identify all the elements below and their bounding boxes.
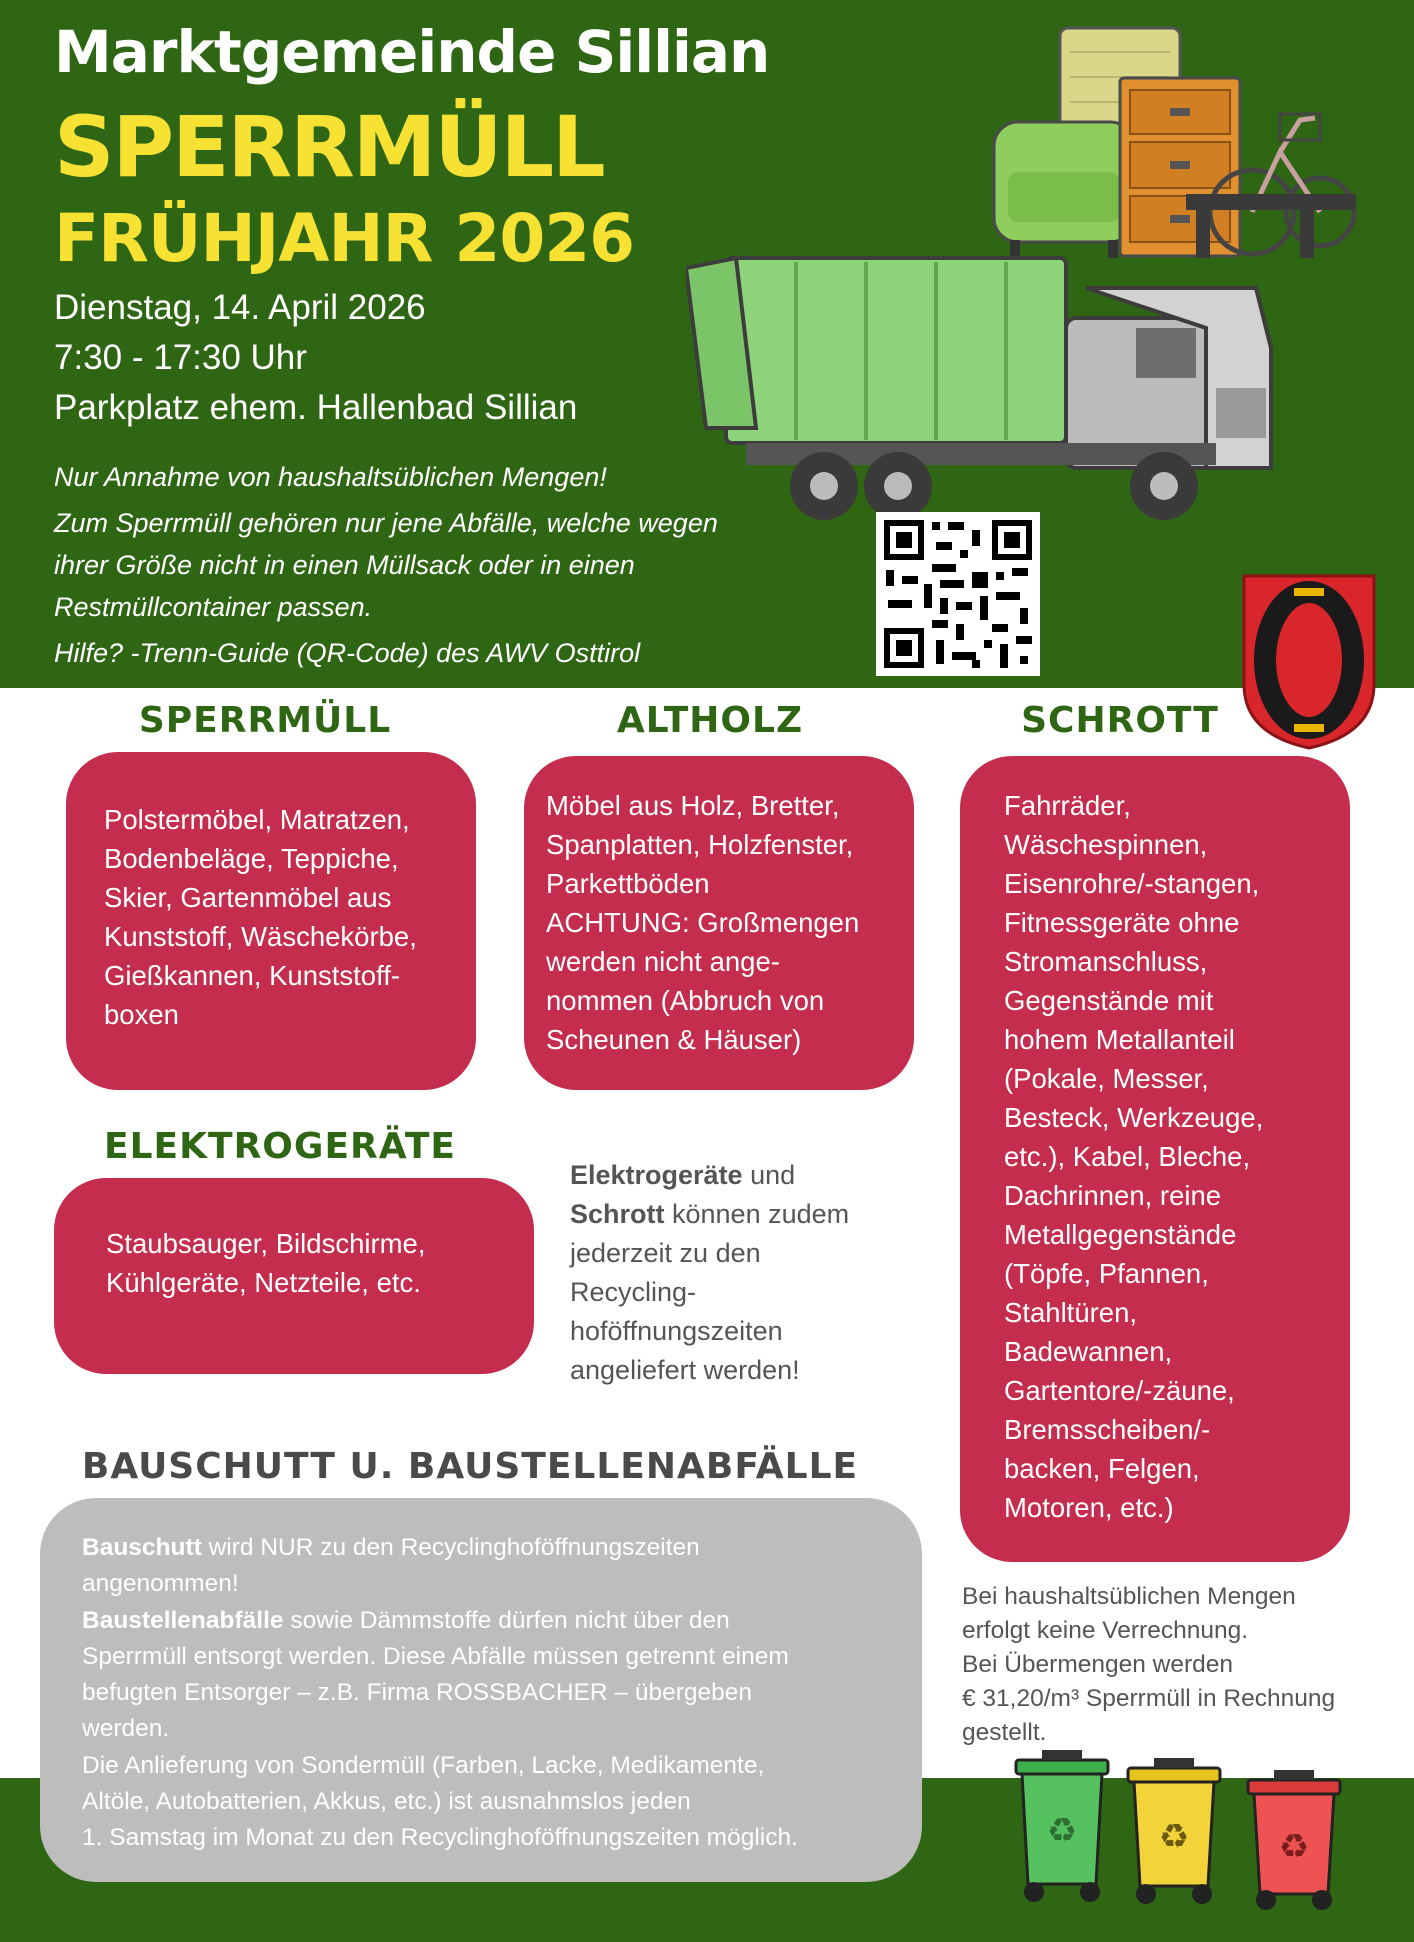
yellow-bin-icon bbox=[1128, 1758, 1220, 1904]
bauschutt-text: Sperrmüll entsorgt werden. Diese Abfälle müssen getrennt einem bbox=[82, 1642, 789, 1670]
card-line: ACHTUNG: Großmengen bbox=[546, 907, 860, 938]
page-title: SPERRMÜLL bbox=[54, 98, 604, 196]
bauschutt-bold: Bauschutt bbox=[82, 1534, 202, 1561]
municipality-title: Marktgemeinde Sillian bbox=[54, 18, 770, 86]
event-location: Parkplatz ehem. Hallenbad Sillian bbox=[54, 388, 578, 427]
card-line: werden nicht ange- bbox=[546, 946, 780, 977]
card-line: Gartentore/-zäune, bbox=[1004, 1375, 1235, 1406]
bauschutt-text: Die Anlieferung von Sondermüll (Farben, Lacke, Medikamente, bbox=[82, 1751, 765, 1779]
garbage-truck-icon bbox=[686, 228, 1276, 528]
card-line: Stahltüren, bbox=[1004, 1297, 1138, 1328]
bauschutt-text: sowie Dämmstoffe dürfen nicht über den bbox=[283, 1606, 730, 1634]
note-line: angeliefert werden! bbox=[570, 1355, 800, 1385]
card-line: Kühlgeräte, Netzteile, etc. bbox=[106, 1267, 421, 1298]
fee-line: € 31,20/m³ Sperrmüll in Rechnung bbox=[962, 1685, 1336, 1712]
altholz-heading: ALTHOLZ bbox=[616, 700, 804, 741]
card-line: (Pokale, Messer, bbox=[1004, 1063, 1209, 1094]
bauschutt-heading: BAUSCHUTT U. BAUSTELLENABFÄLLE bbox=[81, 1446, 859, 1487]
card-line: Kunststoff, Wäschekörbe, bbox=[104, 921, 417, 952]
fee-note bbox=[962, 1580, 1335, 1750]
card-line: Bremsscheiben/- bbox=[1004, 1414, 1211, 1445]
bauschutt-text: Altöle, Autobatterien, Akkus, etc.) ist ausnahmslos jeden bbox=[82, 1788, 691, 1816]
card-line: Besteck, Werkzeuge, bbox=[1004, 1102, 1264, 1133]
card-line: Fitnessgeräte ohne bbox=[1004, 907, 1240, 938]
card-line: nommen (Abbruch von bbox=[546, 985, 825, 1016]
recycling-note bbox=[570, 1156, 849, 1390]
card-line: Wäschespinnen, bbox=[1004, 829, 1208, 860]
bauschutt-card bbox=[40, 1498, 922, 1882]
fee-line: Bei Übermengen werden bbox=[962, 1651, 1234, 1678]
note-text: können zudem bbox=[664, 1199, 850, 1229]
recycling-bins-icon bbox=[1004, 1746, 1350, 1912]
card-line: Skier, Gartenmöbel aus bbox=[104, 882, 392, 913]
qr-code-icon[interactable] bbox=[876, 512, 1040, 676]
svg-text:♻: ♻ bbox=[1158, 1817, 1190, 1857]
green-bin-icon bbox=[1016, 1750, 1108, 1902]
note-bold: Elektrogeräte bbox=[570, 1160, 743, 1190]
schrott-card bbox=[960, 756, 1350, 1562]
card-line: Scheunen & Häuser) bbox=[546, 1024, 802, 1055]
note-bold: Schrott bbox=[570, 1199, 665, 1229]
card-line: (Töpfe, Pfannen, bbox=[1004, 1258, 1209, 1289]
fee-line: gestellt. bbox=[962, 1719, 1047, 1746]
card-line: Stromanschluss, bbox=[1004, 946, 1208, 977]
card-line: boxen bbox=[104, 999, 179, 1030]
card-line: Metallgegenstände bbox=[1004, 1219, 1237, 1250]
card-line: Möbel aus Holz, Bretter, bbox=[546, 790, 840, 821]
bauschutt-text: angenommen! bbox=[82, 1570, 239, 1598]
sperrmuell-heading: SPERRMÜLL bbox=[138, 700, 392, 741]
note-line: Zum Sperrmüll gehören nur jene Abfälle, welche wegen bbox=[54, 508, 718, 538]
elektro-heading: ELEKTROGERÄTE bbox=[104, 1126, 456, 1167]
note-line: Hilfe? -Trenn-Guide (QR-Code) des AWV Osttirol bbox=[54, 638, 641, 668]
card-line: Spanplatten, Holzfenster, bbox=[546, 829, 854, 860]
fee-line: erfolgt keine Verrechnung. bbox=[962, 1617, 1249, 1644]
card-line: Gegenstände mit bbox=[1004, 985, 1214, 1016]
bauschutt-bold: Baustellenabfälle bbox=[82, 1606, 284, 1634]
event-date: Dienstag, 14. April 2026 bbox=[54, 288, 426, 327]
card-line: Parkettböden bbox=[546, 868, 710, 899]
season-subtitle: FRÜHJAHR 2026 bbox=[54, 200, 635, 277]
svg-text:♻: ♻ bbox=[1278, 1827, 1310, 1867]
card-line: Bodenbeläge, Teppiche, bbox=[104, 843, 399, 874]
svg-text:♻: ♻ bbox=[1046, 1811, 1078, 1851]
card-line: backen, Felgen, bbox=[1004, 1453, 1200, 1484]
card-line: Gießkannen, Kunststoff- bbox=[104, 960, 401, 991]
card-line: Polstermöbel, Matratzen, bbox=[104, 804, 410, 835]
event-time: 7:30 - 17:30 Uhr bbox=[54, 338, 307, 377]
note-line: hoföffnungszeiten bbox=[570, 1316, 783, 1346]
note-text: und bbox=[742, 1160, 796, 1190]
card-line: Motoren, etc.) bbox=[1004, 1492, 1174, 1523]
card-line: Staubsauger, Bildschirme, bbox=[106, 1228, 426, 1259]
bauschutt-text: wird NUR zu den Recyclinghoföffnungszeiten bbox=[201, 1534, 700, 1561]
note-line: Recycling- bbox=[570, 1277, 697, 1307]
schrott-heading: SCHROTT bbox=[1021, 700, 1219, 741]
card-line: hohem Metallanteil bbox=[1004, 1024, 1235, 1055]
card-line: Dachrinnen, reine bbox=[1004, 1180, 1222, 1211]
altholz-card bbox=[524, 756, 914, 1090]
note-line: Restmüllcontainer passen. bbox=[54, 592, 373, 622]
note-line: ihrer Größe nicht in einen Müllsack oder in einen bbox=[54, 550, 635, 580]
bauschutt-text: 1. Samstag im Monat zu den Recyclinghoföffnungszeiten möglich. bbox=[82, 1824, 798, 1852]
card-line: etc.), Kabel, Bleche, bbox=[1004, 1141, 1251, 1172]
bauschutt-text: befugten Entsorger – z.B. Firma ROSSBACHER – übergeben bbox=[82, 1679, 752, 1707]
note-line: jederzeit zu den bbox=[570, 1238, 761, 1268]
elektro-card bbox=[54, 1178, 534, 1374]
card-line: Eisenrohre/-stangen, bbox=[1004, 868, 1260, 899]
note-line: Nur Annahme von haushaltsüblichen Mengen! bbox=[54, 462, 607, 492]
bauschutt-text: werden. bbox=[82, 1715, 170, 1743]
red-bin-icon bbox=[1248, 1770, 1340, 1910]
sperrmuell-card bbox=[66, 752, 476, 1090]
fee-line: Bei haushaltsüblichen Mengen bbox=[962, 1583, 1296, 1610]
card-line: Fahrräder, bbox=[1004, 790, 1131, 821]
card-line: Badewannen, bbox=[1004, 1336, 1173, 1367]
